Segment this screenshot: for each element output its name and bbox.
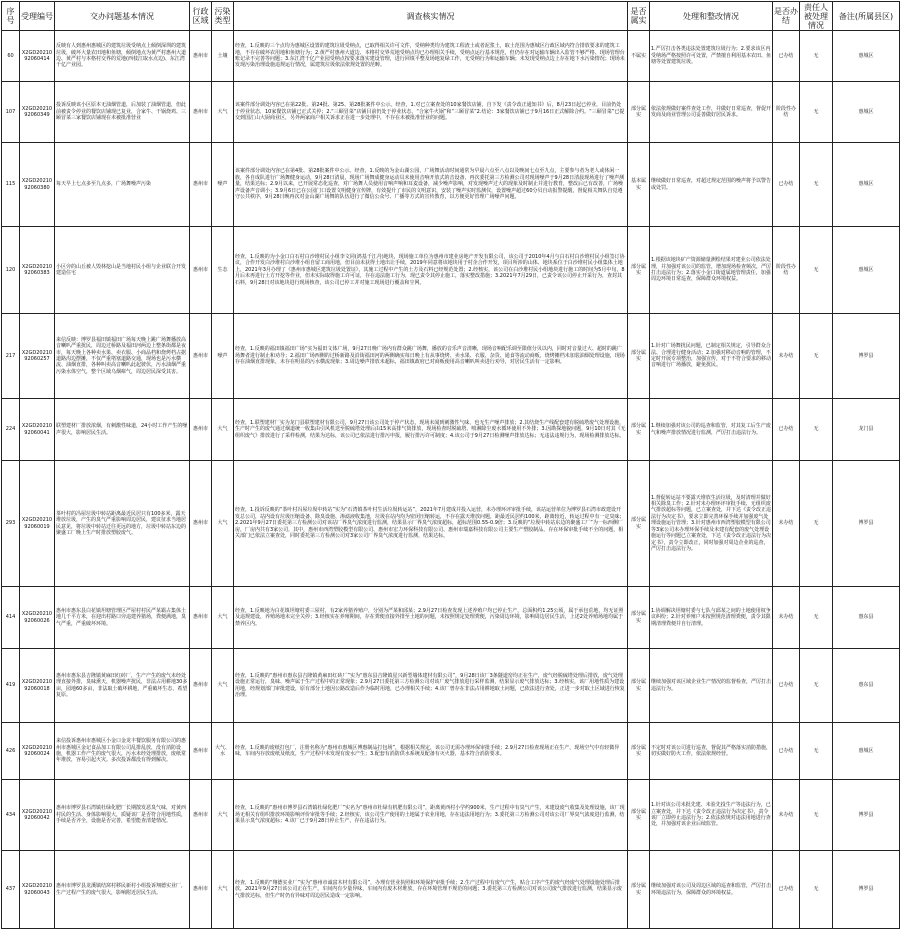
cell-seq: 426 (2, 723, 20, 780)
cell-seq: 115 (2, 143, 20, 227)
cell-accountability: 无 (800, 82, 833, 143)
cell-seq: 60 (2, 31, 20, 82)
cell-county: 惠城区 (833, 143, 900, 227)
cell-handling: 1.针对该公司未批先建、未验先投生产等违法行为，已立案查处，并下达《责令改正违法行为决定书》，责令该厂立即停止违法行为；2.依法依规对违法用地进行查处，并加强对该企业后续监管。 (650, 780, 773, 851)
cell-seq: 107 (2, 82, 20, 143)
cell-problem: 茶叶村的冯屋垃圾中转站距离最近民居只有100多米，露天堆放垃圾，产生的臭气严重影响周边居民，建议征求当地居民意见，将垃圾中转站迁往更远的地方，垃圾中转站东边的聚盛工厂晚上生产时排放塑胶废气。 (55, 461, 190, 587)
cell-county: 惠城区 (833, 82, 900, 143)
cell-problem: 投诉反映该小区原本无油烟管道，后加装了油烟管道，但此前被责令停业的餐饮店铺现已复业，合家牛、干锅烧鸡、三颐冒菜三家餐饮店铺现在未被批准营业 (55, 82, 190, 143)
cell-id: X2GD2021092060024 (20, 723, 55, 780)
cell-factual: 部分属实 (628, 314, 650, 399)
table-row (2, 780, 900, 851)
table-row (2, 314, 900, 399)
cell-type: 大气 (212, 587, 234, 649)
cell-handling: 1.协调解决坦塘村委与七队与邱某之间的土地使用权争议纠纷；2.针对养殖户未按照规范清理粪便，责令其限期清理粪便并自行清理。 (650, 587, 773, 649)
cell-investigation: 经查，1.反映的福田镇福田广场“实为福田文体广场，9月27日晚广场内有群众跳广场舞，播放的音乐声音清晰，现场音响配乐调至限值分贝以内，同时对音量过大、超时的跳广场舞者进行制止和劝导；2.福田广场西侧的过桥新路及沿街福田河的两侧确实每日晚上有从事烧烤、卖水果、衣服、杂货、通食等流动商贩，烧烤摊档未加装油烟处理设施，现场存在油烟直排现象，未存在明显的污水横流现象；3.周边噪声排放未超标，福田镇政府已对商贩使用高音喇叭叫卖进行劝导，对居民生活有一定影响。 (234, 314, 628, 399)
cell-result: 阶段性办结 (773, 227, 800, 314)
cell-handling: 1.继续加强对该公司的巡查和监管，对其复工后生产废气和噪声排放情况进行监测，严厉打击违法行为。 (650, 399, 773, 461)
cell-type: 噪声 (212, 314, 234, 399)
cell-seq: 293 (2, 461, 20, 587)
cell-investigation: 经查，1.联塑建材厂实为龙门县联塑建材有限公司，9月27日该公司处于停产状态，现场未闻到刺激性气味，也无生产噪声排放；2.其结烧生产线配套建有脱硫塔废气处理设施，生产时产生的废气通过烟道统一收集由引风机送至脱硫塔处理后由15米高排气筒排放，现场检查时脱硫塔、喷淋除尘废水循环使用不外排；3.因勘探地貌问题，9月10日对其《无组织废气》排放进行了采样检测，结果为达标，该公司已依法进行排污申报，履行排污许可制度；4.该公司于9月27日检测噪声排放达标；无违法违规行为，现场检测排放达标。 (234, 399, 628, 461)
table-row (2, 82, 900, 143)
cell-investigation: 经查，1.反映的“翔德实业厂”实为“惠州市诚富木材有限公司”，办理有营业执照和环境保护审批手续；2.生产过程中有废气产生，贴合工序产生的废气经废气处理设施处理后排放，2021年9月27日该公司正在生产，车间内有少量异味，车间内有废木材堆放，存在环境管理不规范的问题；3.委托第三方检测公司对该公司废气排放进行监测，结果显示废气排放达标，但生产时仍有异味对周边居民造成一定影响。 (234, 851, 628, 929)
cell-type: 噪声 (212, 143, 234, 227)
cell-region: 惠州市 (190, 851, 212, 929)
cell-region: 惠州市 (190, 780, 212, 851)
cell-county: 博罗县 (833, 314, 900, 399)
cell-handling: 继续做好日常巡查，对超过规定范围的噪声将予以警告或处罚。 (650, 143, 773, 227)
cell-handling: 继续加强对该区域企业生产情况的监督检查，严厉打击违法行为。 (650, 649, 773, 723)
header-handling: 处理和整改情况 (650, 2, 773, 31)
cell-seq: 120 (2, 227, 20, 314)
table-row (2, 587, 900, 649)
cell-region: 惠州市 (190, 227, 212, 314)
cell-result: 已办结 (773, 399, 800, 461)
cell-investigation: 该案件部分调处内容已在第4批、第28批案件中公示。经查，1.反映的为金山湖公园，广场舞活动时间通常为早晨六点至八点以及晚间七点至九点，主要参与者为老人或休闲一族，各自成队进行广场舞健身运动，9月28日清晨，现场广场舞成健身运动员未使用音响开放式的音设备，再次委托第三方检测公司对现场噪声于9月28日清晨现场进行了噪声测量，结果达标；2.9月以来，已开展常态化巡查，对广场舞人员使用音响声响和耳麦设备，减少噪声影响，对发现噪声过大的现象及时制止并进行教育，整改后已有改善，广场噪声设备声音调小；3.9月6日已在公园门口设置文明健身宣传牌，有效提升了市民的文明意识，安装了噪声实时监测仪，设置噪声超过60分贝自动报警提醒，督促相关舞队自觉遵守公共秩序，9月28日晚再次对金山湖广场舞的队伍进行了微信公众号、广播等方式的宣传教育，以方便更好管理广场噪声问题。 (234, 143, 628, 227)
cell-problem: 联塑建材厂排放浓烟，有刺激性味道，24小时工作产生的噪声很大，影响居民生活。 (55, 399, 190, 461)
cell-region: 惠州市 (190, 31, 212, 82)
cell-id: X2GD2021092060414 (20, 31, 55, 82)
cell-accountability: 无 (800, 143, 833, 227)
header-result: 是否办结 (773, 2, 800, 31)
header-accountability: 责任人被处理情况 (800, 2, 833, 31)
cell-result: 未办结 (773, 314, 800, 399)
cell-id: X2GD2021092060018 (20, 649, 55, 723)
cell-problem: 每天早上七点多至九点多，广场舞噪声污染 (55, 143, 190, 227)
cell-result: 已办结 (773, 723, 800, 780)
cell-county: 惠城区 (833, 31, 900, 82)
cell-handling: 继续加强对该公司及周边区域的巡查和监管，严厉打击环境违法行为，保障群众的环境权益。 (650, 851, 773, 929)
cell-problem: 小区旁的山丘被人毁林挖山是当地村民小组与企业联合开发建造住宅 (55, 227, 190, 314)
cell-accountability: 无 (800, 780, 833, 851)
cell-accountability: 无 (800, 461, 833, 587)
cell-factual: 部分属实 (628, 587, 650, 649)
cell-result: 未办结 (773, 461, 800, 587)
header-investigation: 调查核实情况 (234, 2, 628, 31)
cell-problem: 惠州市惠东县吉隆镇黄麻田红砖厂，生产产生的废气未经处理直接外排，臭味熏天，机器噪声扰民，非法占用耕地30多亩，园地60多亩，非法取土破坏耕地，严重破坏生态，希望复原。 (55, 649, 190, 723)
cell-id: X2GD2021092060349 (20, 82, 55, 143)
cell-investigation: 经查，1.反映的三个点均为惠城区设置的建筑垃圾受纳点，已取得相关许可文件，受纳种类均为建筑工程渣土或者泥浆土，取土范围为惠城区行政区域内符合排放要求的建筑工地，不存在破坏农用地和鱼塘行为；2.黄严村惠州大道边、本格村交界荒地受纳点均已办理相关手续，受纳点运行基本规范，但仍存在对运输车辆出入监管不够严格、现场管理台账记录不完善等问题；3.东江湾千亿产业园受纳点按要求落实建设管理，进行回填平整及场地复绿工作，无受纳行为和运输车辆；未发现受纳点边上存在地下水污染情况；现场未发现污染治理设施违规运行情况，属建筑垃圾依法依规处置的范畴。 (234, 31, 628, 82)
cell-investigation: 经查，1.反映地为白花镇坦塘村委三屋村，有2家养猪养殖户，分别为严某和邱某；2.9月27日检查发现上述养殖户均已停止生产，总面积约1.25公顷，属于承包荒地，均无证照及违规建设，养殖场地未完全关停；3.经核实在养殖期间，存在粪便直接外排至土地的问题，未按照规定处理粪便，污染周边环境，影响周边居民生活，上述2处养殖场地均属于禁养区内。 (234, 587, 628, 649)
cell-factual: 部分属实 (628, 227, 650, 314)
table-row (2, 143, 900, 227)
cell-handling: 1.严厉打击各类违法处置建筑垃圾行为；2.要求该区内受纳场严格按照许可处置，严禁擅自利用基本农田、鱼塘等处置建筑垃圾。 (650, 31, 773, 82)
cell-region: 惠州市 (190, 143, 212, 227)
cell-id: X2GD2021092060042 (20, 780, 55, 851)
cell-region: 惠州市 (190, 649, 212, 723)
cell-type: 大气 (212, 649, 234, 723)
cell-investigation: 经查，1.反映的废纸打包厂，注册名称为“惠州市惠城区博惠制品打包场”，根据相关规定，该公司无需办理环保审批手续；2.9月27日检查现场正在生产，现场空气中有轻微异味，车间内存放废纸及纸皮，生产过程中未发现有废水产生；3.配套有消防供水系统及配备有灭火器，基本符合消防要求。 (234, 723, 628, 780)
cell-problem: 来信反映：博罗县福田镇福田广场每天晚上跳广场舞播放高音喇叭严重扰民，周边过桥路及福田河两边上整条街都是夜市，每天晚上各种卖水果、卖衣服、小商品档和烧烤档占据道路沟边摆摊，不仅严重堵塞道路交通，现场也是污水横流、油烟直排，各种叫卖高音喇叭此起彼伏，污水油烟严重污染水体空气，整个区域乌烟瘴气，周边居民深受其害。 (55, 314, 190, 399)
cell-id: X2GD2021092060383 (20, 227, 55, 314)
cell-type: 大气 (212, 851, 234, 929)
cell-id: X2GD2021092060257 (20, 314, 55, 399)
cell-factual: 部分属实 (628, 461, 650, 587)
cell-handling: 1.督促转运站不要露天堆放生活垃圾，及时清理并做好相关除臭工作；2.针对未办理环评审批手续、无组织废气排放超标等问题，已立案查处，并下达《责令改正违法行为决定书》，要求立即完善环保手续并加强废气处理设施运行管理；3.针对惠州市西湾塑胶模型有限公司等3家公司未办理环保手续及未建有配套的废气处理设施运行等问题已立案查处，下达《责令改正违法行为决定书》，责令立即改正，同时加强对周边企业的巡查，严厉打击违法行为。 (650, 461, 773, 587)
cell-accountability: 无 (800, 227, 833, 314)
cell-result: 已办结 (773, 143, 800, 227)
cell-accountability: 无 (800, 399, 833, 461)
cell-id: X2GD2021092060043 (20, 851, 55, 929)
cell-problem: 反映有人到惠州惠城区的建筑垃圾受纳点上倾倒深圳的建筑垃圾，破坏大量农田地和鱼塘，倾倒地点为黄严村惠州大道边、黄严村与本格村交界的荒地(西枝江取水点边)、东江湾千亿产业园。 (55, 31, 190, 82)
cell-id: X2GD2021092060026 (20, 587, 55, 649)
cell-type: 大气、水 (212, 723, 234, 780)
cell-type: 大气 (212, 82, 234, 143)
cell-seq: 434 (2, 780, 20, 851)
cell-handling: 依法依规做好案件查处工作，并做好日常巡查，督促开发商及商业管理公司妥善做好居民诉求。 (650, 82, 773, 143)
cell-handling: 1.针对广场舞扰民问题，已制定相关规定，引导群众合法、合理进行健身活动；2.加强对移动音响的管理，不定时开展专项整治，加强宣传，对于不符合要求的移动音响进行广场播放，避免扰民。 (650, 314, 773, 399)
cell-investigation: 经查，1.反映的“惠州市惠东县吉隆镇黄麻田红砖厂”实为“惠东县吉隆镇星兴新型墙体建材有限公司”，9月28日该厂3条隧道窑均正在生产，废气经脱硫塔处理后排放，废气处理设施正常运行，臭味、噪声属于生产过程中的正常现象；2.9月27日委托第三方检测公司对该厂废气排放进行采样监测，结果显示废气排放达标；3.经核实，该厂用地性质为建设用地，经规划部门审批建设，原有部分土地因公路改造后作为临时用地，已办理相关手续；4.该厂曾存在非法占用耕地取土问题，已依法进行查处，正进一步对取土区域进行恢复治理。 (234, 649, 628, 723)
cell-handling: 不定时对该公司进行巡查，督促其严格落实消防措施，切实做好防火工作，依法依规经营。 (650, 723, 773, 780)
header-type: 污染类型 (212, 2, 234, 31)
cell-type: 大气 (212, 461, 234, 587)
cell-accountability: 无 (800, 31, 833, 82)
cell-seq: 437 (2, 851, 20, 929)
header-problem: 交办问题基本情况 (55, 2, 190, 31)
cell-county: 博罗县 (833, 780, 900, 851)
cell-factual: 不属实 (628, 31, 650, 82)
cell-accountability: 无 (800, 649, 833, 723)
cell-result: 未办结 (773, 780, 800, 851)
cell-county: 惠城区 (833, 227, 900, 314)
cell-accountability: 无 (800, 314, 833, 399)
cell-investigation: 经查，1.投诉反映的“茶叶村冯屋垃圾中转站”实为“石湾镇茶叶村生活垃圾转运站”，2021年7月建成并投入运营，未办理环评审批手续，该站运营单位为博罗县石湾市政建设开发总公司，站内设有垃圾压缩设备、除臭设施、渗滤液收集池，垃圾在站内均为密闭压缩转运，不存在露天堆放问题，距最近民居约100米，距离较近，转运过程中有一定臭味；2.2021年9月27日委托第三方检测公司对该站厂界臭气浓度进行监测，结果显示厂界臭气浓度超标，超标范围0.55-0.9倍；3.反映的“垃圾中转站东边的聚盛工厂”为一标西侧厂房，厂房内共有3家公司，其中，惠州市西湾塑胶模型有限公司、惠州市宏力环保科技有限公司、惠州市瑞嘉科技有限公司主要生产塑胶制品，存在环保审批手续不全的问题，相关部门已依法立案查处，同时委托第三方检测公司对3家公司厂界臭气浓度进行监测，结果达标。 (234, 461, 628, 587)
cell-id: X2GD2021092060019 (20, 461, 55, 587)
cell-result: 已办结 (773, 851, 800, 929)
complaints-table (1, 1, 900, 929)
cell-problem: 来信投诉惠州市惠城区小金口金龙丰餐饮服务有限公司的惠州市惠城区金记食品加工有限公司乱排乱放，没有消防设施，机器工作产生的废气很大，污水未经处理排放，废纸常年堆放，容易引起火灾。多次投诉都没有得到解决。 (55, 723, 190, 780)
cell-type: 生态 (212, 227, 234, 314)
cell-seq: 217 (2, 314, 20, 399)
cell-factual: 部分属实 (628, 851, 650, 929)
cell-region: 惠州市 (190, 399, 212, 461)
cell-factual: 部分属实 (628, 780, 650, 851)
cell-problem: 惠州市惠东县白花镇坦塘管理区严屋村村民严某霸占集体土地几千平方米，在迎出村路口旁违建养猪场，粪便满地，臭气严重，严重破坏环境。 (55, 587, 190, 649)
cell-problem: 惠州市博罗县龙溪镇结窝村移民新村小组投诉翔德实业厂，生产过程产生的废气很大，影响附近居民生活。 (55, 851, 190, 929)
cell-result: 已办结 (773, 649, 800, 723)
cell-accountability: 无 (800, 851, 833, 929)
cell-county: 惠东县 (833, 649, 900, 723)
cell-factual: 部分属实 (628, 82, 650, 143)
table-row (2, 399, 900, 461)
cell-accountability: 无 (800, 587, 833, 649)
table-row (2, 723, 900, 780)
cell-investigation: 经查，1.反映的为小金口白石村白沙堆村民小组李文同(鸿基千江丹)地块，现场施工单位为惠州市建业房地产开发有限公司，该公司于2010年4月与白石村白沙堆村民小组签订协议，合作开发白沙堆村白沙堆小组自留工商用地，但目前未获得土地出让手续，2019年同意将该地块用于村企合作开发，项目所涉的山体、地块系位于白沙堆村民小组集体土地上，2021年3月办理了《惠州市惠城区建筑垃圾处置证》，其施工过程中产生的土方及石料已经规范处置；2.经核实，该公司在白沙堆村民小组地块进行施工的时间为5月中旬，8月后未再进行土方开挖等作业，但未实际取得施工许可证，存在违法施工行为，现已责令其停止施工，落实整改措施；3.2021年7月29日，已责令该公司停止开采行为，查封其石料，9月28日对该地块进行现场核查，该公司已停工并对施工现场进行覆盖和尘网。 (234, 227, 628, 314)
cell-type: 大气 (212, 399, 234, 461)
cell-factual: 基本属实 (628, 143, 650, 227)
cell-handling: 1.根据该地块矿产资源储量测绘结果对建业公司依法处理，并加强对该公司的监管，增加现场检查频次，严厉打击违法行为；2.落实小金口街道属地管理责任，加强周边环境日常巡查，保障群众环境权益。 (650, 227, 773, 314)
cell-region: 惠州市 (190, 82, 212, 143)
cell-problem: 惠州市博罗县石湾镇杜绿化肥厂长期散发恶臭气味，对黄西村民的生活、身体影响很大，质疑该厂是否符合用地性质，手续是否齐全，设施是否完善，希望能查清楚情况。 (55, 780, 190, 851)
header-id: 受理编号 (20, 2, 55, 31)
cell-result: 未办结 (773, 587, 800, 649)
cell-factual: 部分属实 (628, 399, 650, 461)
cell-id: X2GD2021092060041 (20, 399, 55, 461)
cell-type: 土壤 (212, 31, 234, 82)
table-row (2, 461, 900, 587)
cell-factual: 部分属实 (628, 649, 650, 723)
cell-seq: 419 (2, 649, 20, 723)
cell-type: 大气 (212, 780, 234, 851)
cell-factual: 部分属实 (628, 723, 650, 780)
cell-county: 博罗县 (833, 851, 900, 929)
table-row (2, 649, 900, 723)
header-factual: 是否属实 (628, 2, 650, 31)
cell-id: X2GD2021092060380 (20, 143, 55, 227)
cell-region: 惠州市 (190, 314, 212, 399)
cell-seq: 224 (2, 399, 20, 461)
cell-county: 惠东县 (833, 587, 900, 649)
cell-county: 惠城区 (833, 723, 900, 780)
table-row (2, 31, 900, 82)
header-row (2, 2, 900, 31)
cell-investigation: 经查，1.反映的“惠州市博罗县石湾镇杜绿化肥厂”实名为“惠州市杜绿有机肥有限公司”，距离黄西村小学约900米，生产过程中有臭气产生，未建设废气收集及处理设施，该厂现场无相关有组织排放环境影响评价审批等手续；2.经核实，该公司生产使用的土地属于农业用地，存在违法用地行为；3.委托第三方检测公司对该公司厂界臭气浓度进行监测，结果显示臭气浓度超标；4.该厂已于9月28日停止生产，存在违法行为。 (234, 780, 628, 851)
cell-county: 龙门县 (833, 399, 900, 461)
cell-region: 惠州市 (190, 461, 212, 587)
cell-investigation: 该案件部分调处内容已在第22批、第24批、第25、第28批案件中公示。经查，1.对已立案查处的10家餐饮店铺，自下发《责令改正通知书》后，8月23日起已停业，目前仍处于停业状态，10家餐饮店铺已正式关停；2.“三颐冒菜”店铺目前仍处于停业状态，“合家牛火锅”和“三颐冒菜”2.结论：3家餐饮店铺已于9月16日正式解除合约。“三颐冒菜”已提交到国汇山大厨商业区，另外两家商户相关诉求正在进一步处理中，不存在未被批准营业的问题。 (234, 82, 628, 143)
cell-region: 惠州市 (190, 587, 212, 649)
table-row (2, 227, 900, 314)
cell-result: 已办结 (773, 31, 800, 82)
header-seq: 序号 (2, 2, 20, 31)
cell-region: 惠州市 (190, 723, 212, 780)
table-row (2, 851, 900, 929)
header-county: 备注(所属县区) (833, 2, 900, 31)
cell-county: 博罗县 (833, 461, 900, 587)
header-region: 行政区域 (190, 2, 212, 31)
cell-accountability: 无 (800, 723, 833, 780)
cell-result: 阶段性办结 (773, 82, 800, 143)
cell-seq: 414 (2, 587, 20, 649)
